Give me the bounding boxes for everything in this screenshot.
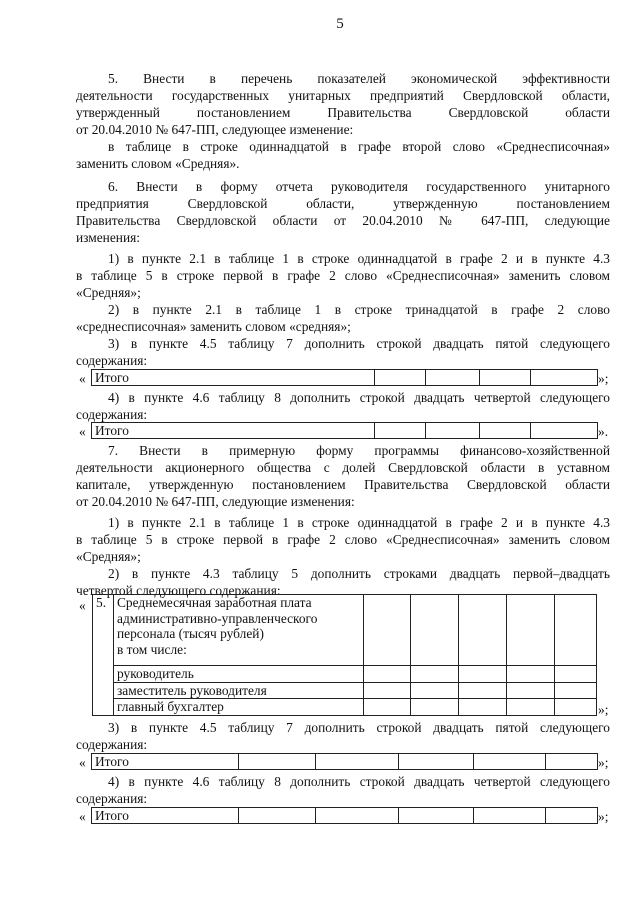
para-6-line-4: изменения: [76,230,141,245]
main-indicator-line: в том числе: [117,641,187,657]
empty-cell [555,666,597,683]
itogo-table-7-3 [91,753,598,770]
main-indicator-line: персонала (тысяч рублей) [117,626,264,641]
empty-cell [426,423,480,439]
table-5-insert [92,594,597,716]
sub-indicator-cell: главный бухгалтер [114,699,364,716]
itogo-cell: Итого [92,754,239,770]
table-row [93,595,597,666]
para-5-line-3: утвержденный постановлением Правительства Свердловской области [76,105,610,120]
close-quote: »; [598,371,609,386]
empty-cell [399,808,474,824]
empty-cell [239,808,316,824]
para-7-3-line-2: содержания: [76,737,148,752]
main-indicator-line: административно-управленческого [117,610,318,626]
table-row [92,754,598,770]
itogo-table-7-4 [91,807,598,824]
empty-cell [375,370,426,386]
empty-cell [375,423,426,439]
empty-cell [411,699,459,716]
main-indicator-cell [114,595,364,666]
close-quote: ». [598,424,609,439]
row-number-cell: 5. [93,595,114,716]
itogo-cell: Итого [92,423,375,439]
empty-cell [459,682,507,699]
para-6-1-line-1: 1) в пункте 2.1 в таблице 1 в строке одиннадцатой в графе 2 и в пункте 4.3 [108,251,610,266]
empty-cell [316,808,399,824]
para-5-line-4: от 20.04.2010 № 647-ПП, следующее изменение: [76,122,354,137]
para-5-line-1: 5. Внести в перечень показателей экономической эффективности [108,71,610,86]
table-row [92,808,598,824]
para-6-2-line-1: 2) в пункте 2.1 в таблице 1 в строке тринадцатой в графе 2 слово [108,302,610,317]
empty-cell [555,699,597,716]
itogo-cell: Итого [92,808,239,824]
open-quote: « [79,755,86,770]
para-7-2-line-1: 2) в пункте 4.3 таблицу 5 дополнить строками двадцать первой–двадцать [108,566,610,581]
table-row [93,666,597,683]
empty-cell [411,666,459,683]
empty-cell [555,595,597,666]
para-6-line-1: 6. Внести в форму отчета руководителя государственного унитарного [108,179,610,194]
para-7-line-3: капитале, утвержденную постановлением Правительства Свердловской области [76,477,610,492]
empty-cell [411,595,459,666]
empty-cell [364,682,411,699]
empty-cell [531,370,598,386]
main-indicator-line: Среднемесячная заработная плата [117,595,312,610]
itogo-table-6-3 [91,369,598,386]
empty-cell [474,754,546,770]
empty-cell [411,682,459,699]
page-number: 5 [336,16,344,32]
empty-cell [546,754,598,770]
para-7-4-line-2: содержания: [76,791,148,806]
para-7-line-2: деятельности акционерного общества с долей Свердловской области в уставном [76,460,610,475]
para-6-1-line-3: «Средняя»; [76,285,141,300]
para-6-line-3: Правительства Свердловской области от 20.04.2010 № 647-ПП, следующие [76,213,610,228]
close-quote: »; [598,809,609,824]
close-quote: »; [598,702,609,717]
para-7-4-line-1: 4) в пункте 4.6 таблицу 8 дополнить строкой двадцать четвертой следующего [108,774,610,789]
para-7-line-4: от 20.04.2010 № 647-ПП, следующие изменения: [76,494,355,509]
para-6-2-line-2: «среднесписочная» заменить словом «средняя»; [76,319,351,334]
para-7-line-1: 7. Внести в примерную форму программы финансово-хозяйственной [108,443,610,458]
para-5-line-2: деятельности государственных унитарных предприятий Свердловской области, [76,88,610,103]
table-row [92,370,598,386]
empty-cell [459,699,507,716]
table-row [93,682,597,699]
empty-cell [459,666,507,683]
para-7-3-line-1: 3) в пункте 4.5 таблицу 7 дополнить строкой двадцать пятой следующего [108,720,610,735]
empty-cell [480,423,531,439]
empty-cell [555,682,597,699]
empty-cell [480,370,531,386]
table-row [93,699,597,716]
para-7-1-line-2: в таблице 5 в строке первой в графе 2 слово «Среднесписочная» заменить словом [76,532,610,547]
empty-cell [364,699,411,716]
para-6-3-line-1: 3) в пункте 4.5 таблицу 7 дополнить строкой двадцать пятой следующего [108,336,610,351]
close-quote: »; [598,755,609,770]
empty-cell [364,666,411,683]
empty-cell [474,808,546,824]
table-row [92,423,598,439]
para-6-3-line-2: содержания: [76,353,148,368]
empty-cell [239,754,316,770]
empty-cell [399,754,474,770]
para-6-4-line-2: содержания: [76,407,148,422]
open-quote: « [79,371,86,386]
empty-cell [507,666,555,683]
empty-cell [507,699,555,716]
para-6-1-line-2: в таблице 5 в строке первой в графе 2 слово «Среднесписочная» заменить словом [76,268,610,283]
empty-cell [507,682,555,699]
para-6-4-line-1: 4) в пункте 4.6 таблицу 8 дополнить строкой двадцать четвертой следующего [108,390,610,405]
empty-cell [531,423,598,439]
empty-cell [316,754,399,770]
para-7-1-line-1: 1) в пункте 2.1 в таблице 1 в строке одиннадцатой в графе 2 и в пункте 4.3 [108,515,610,530]
open-quote: « [79,424,86,439]
empty-cell [507,595,555,666]
para-7-2-line-2: четвертой следующего содержания: [76,583,281,598]
itogo-cell: Итого [92,370,375,386]
sub-indicator-cell: руководитель [114,666,364,683]
empty-cell [459,595,507,666]
empty-cell [426,370,480,386]
para-5a-line-2: заменить словом «Средняя». [76,156,240,171]
sub-indicator-cell: заместитель руководителя [114,682,364,699]
empty-cell [364,595,411,666]
itogo-table-6-4 [91,422,598,439]
open-quote: « [79,809,86,824]
para-7-1-line-3: «Средняя»; [76,549,141,564]
para-5a-line-1: в таблице в строке одиннадцатой в графе второй слово «Среднесписочная» [108,139,610,154]
para-6-line-2: предприятия Свердловской области, утвержденную постановлением [76,196,610,211]
open-quote: « [79,598,86,613]
empty-cell [546,808,598,824]
